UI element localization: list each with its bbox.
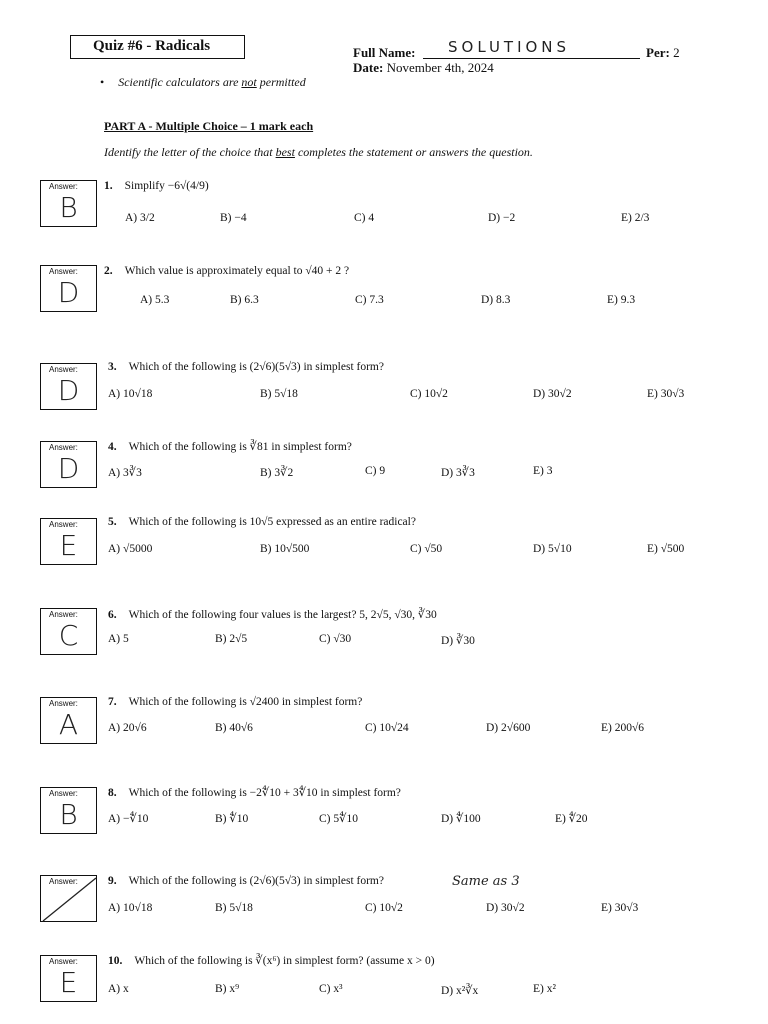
option-e: E) √500 xyxy=(647,543,685,555)
date-value: November 4th, 2024 xyxy=(386,60,494,75)
answer-letter: D xyxy=(57,374,80,407)
bullet-icon: • xyxy=(100,75,105,89)
option-d: D) 5√10 xyxy=(533,543,572,555)
option-c: C) 10√24 xyxy=(365,722,409,734)
option-c: C) √30 xyxy=(319,633,352,645)
option-e: E) 9.3 xyxy=(607,294,636,306)
question-10 xyxy=(108,953,435,967)
question-number: 8. xyxy=(108,787,117,799)
option-b: B) x⁹ xyxy=(215,983,240,995)
option-a: A) 5 xyxy=(108,633,129,645)
option-b: B) 10√500 xyxy=(260,543,310,555)
question-number: 5. xyxy=(108,516,117,528)
full-name-line xyxy=(423,58,640,59)
question-text: Which of the following is ∛81 in simplest form? xyxy=(128,441,352,453)
question-text: Which of the following is (2√6)(5√3) in simplest form? xyxy=(128,875,384,887)
option-b: B) 5√18 xyxy=(260,388,298,400)
question-number: 1. xyxy=(104,180,113,192)
answer-box xyxy=(40,518,97,565)
question-text: Which of the following is (2√6)(5√3) in simplest form? xyxy=(128,361,384,373)
date-label: Date: xyxy=(353,60,384,75)
question-number: 10. xyxy=(108,955,123,967)
question-6 xyxy=(108,607,437,621)
question-2 xyxy=(104,265,349,277)
option-a: A) √5000 xyxy=(108,543,153,555)
answer-box-label: Answer: xyxy=(49,365,78,374)
option-c: C) 10√2 xyxy=(365,902,403,914)
option-c: C) 4 xyxy=(354,212,375,224)
option-d: D) ∛30 xyxy=(441,635,475,647)
answer-box-label: Answer: xyxy=(49,267,78,276)
question-text: Which of the following four values is the largest? 5, 2√5, √30, ∛30 xyxy=(128,609,437,621)
answer-letter: C xyxy=(58,619,79,652)
option-e: E) x² xyxy=(533,983,556,995)
instr-post: completes the statement or answers the question. xyxy=(294,145,533,159)
instr-emph: best xyxy=(275,145,295,159)
option-e: E) 3 xyxy=(533,465,553,477)
answer-letter: A xyxy=(58,708,79,741)
question-text: Simplify −6√(4/9) xyxy=(124,180,209,192)
answer-box-label: Answer: xyxy=(49,610,78,619)
option-b: B) 2√5 xyxy=(215,633,248,645)
answer-box xyxy=(40,875,97,922)
question-text: Which of the following is 10√5 expressed as an entire radical? xyxy=(128,516,416,528)
option-c: C) 10√2 xyxy=(410,388,448,400)
answer-box-label: Answer: xyxy=(49,182,78,191)
option-e: E) ∜20 xyxy=(555,813,588,825)
option-b: B) 3∛2 xyxy=(260,467,294,479)
question-1 xyxy=(104,180,209,192)
option-c: C) 7.3 xyxy=(355,294,384,306)
option-d: D) 30√2 xyxy=(533,388,572,400)
answer-letter: D xyxy=(57,276,80,309)
option-e: E) 30√3 xyxy=(601,902,639,914)
option-b: B) 40√6 xyxy=(215,722,253,734)
answer-letter: B xyxy=(59,191,78,224)
option-d: D) 3∛3 xyxy=(441,467,475,479)
option-a: A) 20√6 xyxy=(108,722,147,734)
option-d: D) 30√2 xyxy=(486,902,525,914)
question-number: 7. xyxy=(108,696,117,708)
option-c: C) √50 xyxy=(410,543,443,555)
period-label: Per: xyxy=(646,45,670,60)
answer-letter: D xyxy=(57,452,80,485)
answer-box xyxy=(40,787,97,834)
question-number: 2. xyxy=(104,265,113,277)
question-text: Which value is approximately equal to √40 + 2 ? xyxy=(124,265,350,277)
option-b: B) 6.3 xyxy=(230,294,259,306)
answer-letter: E xyxy=(59,529,78,562)
answer-box-label: Answer: xyxy=(49,699,78,708)
answer-box xyxy=(40,265,97,312)
note-emph: not xyxy=(241,75,257,89)
part-a-instructions xyxy=(104,145,533,160)
question-number: 9. xyxy=(108,875,117,887)
question-8 xyxy=(108,785,401,799)
note-pre: Scientific calculators are xyxy=(118,75,242,89)
answer-letter: B xyxy=(59,798,78,831)
note-post: permitted xyxy=(256,75,306,89)
answer-box xyxy=(40,441,97,488)
question-3 xyxy=(108,361,384,373)
option-b: B) −4 xyxy=(220,212,247,224)
full-name-label: Full Name: xyxy=(353,45,416,60)
option-d: D) ∜100 xyxy=(441,813,481,825)
option-b: B) ∜10 xyxy=(215,813,249,825)
option-a: A) x xyxy=(108,983,129,995)
option-c: C) 9 xyxy=(365,465,386,477)
option-d: D) 8.3 xyxy=(481,294,511,306)
part-a-heading: PART A - Multiple Choice – 1 mark each xyxy=(104,119,314,133)
option-b: B) 5√18 xyxy=(215,902,253,914)
answer-box-label: Answer: xyxy=(49,443,78,452)
question-text: Which of the following is √2400 in simplest form? xyxy=(128,696,363,708)
quiz-title: Quiz #6 - Radicals xyxy=(70,35,245,59)
question-5 xyxy=(108,516,416,528)
question-number: 6. xyxy=(108,609,117,621)
option-a: A) −∜10 xyxy=(108,813,149,825)
option-e: E) 30√3 xyxy=(647,388,685,400)
answer-box-label: Answer: xyxy=(49,789,78,798)
question-text: Which of the following is −2∜10 + 3∜10 in simplest form? xyxy=(128,787,401,799)
handwritten-note: Same as 3 xyxy=(452,874,520,889)
option-e: E) 200√6 xyxy=(601,722,645,734)
date xyxy=(353,60,494,76)
question-7 xyxy=(108,696,362,708)
period xyxy=(646,45,680,61)
answer-box xyxy=(40,180,97,227)
full-name-handwritten: SOLUTIONS xyxy=(448,38,571,56)
period-value: 2 xyxy=(673,45,680,60)
answer-box-label: Answer: xyxy=(49,957,78,966)
option-d: D) 2√600 xyxy=(486,722,531,734)
answer-box xyxy=(40,363,97,410)
answer-box xyxy=(40,697,97,744)
question-number: 3. xyxy=(108,361,117,373)
option-a: A) 3∛3 xyxy=(108,467,142,479)
answer-box-label: Answer: xyxy=(49,520,78,529)
option-a: A) 10√18 xyxy=(108,902,153,914)
question-text: Which of the following is ∛(x⁶) in simplest form? (assume x > 0) xyxy=(134,955,435,967)
calculator-note xyxy=(100,75,306,90)
option-c: C) 5∜10 xyxy=(319,813,358,825)
option-a: A) 5.3 xyxy=(140,294,170,306)
answer-box xyxy=(40,608,97,655)
answer-box xyxy=(40,955,97,1002)
instr-pre: Identify the letter of the choice that xyxy=(104,145,276,159)
crossed-out-icon xyxy=(41,876,98,923)
answer-box-label: Answer: xyxy=(49,877,78,886)
question-number: 4. xyxy=(108,441,117,453)
option-d: D) x²∛x xyxy=(441,985,479,997)
question-9 xyxy=(108,875,384,887)
question-4 xyxy=(108,439,352,453)
option-a: A) 3/2 xyxy=(125,212,155,224)
option-a: A) 10√18 xyxy=(108,388,153,400)
option-c: C) x³ xyxy=(319,983,343,995)
option-d: D) −2 xyxy=(488,212,516,224)
option-e: E) 2/3 xyxy=(621,212,650,224)
answer-letter: E xyxy=(59,966,78,999)
